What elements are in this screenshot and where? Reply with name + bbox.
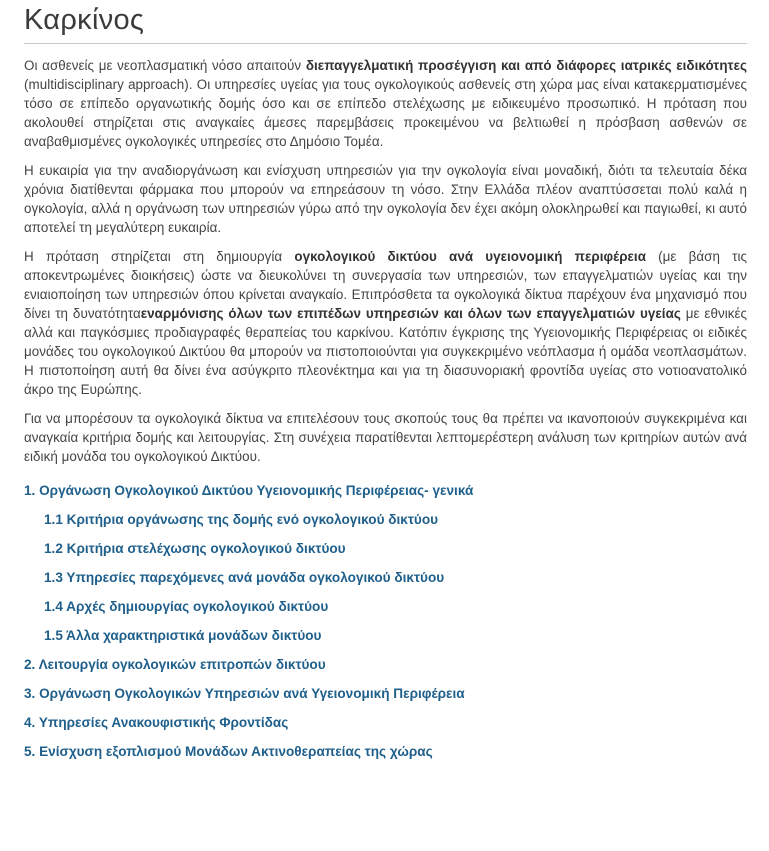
toc-subitem bbox=[24, 563, 747, 592]
text-segment: Η ευκαιρία για την αναδιοργάνωση και ενίσχυση υπηρεσιών για την ογκολογία είναι μοναδική, διότι τα τελευταία δέκα χρόνια διατίθενται φάρμακα που μπορούν να επηρεάσουν τη νόσο. Στην Ελλάδα πλέον αναπτύσσεται πολύ καλά η ογκολογία, αλλά η οργάνωση των υπηρεσιών γύρω από την ογκολογία δεν έχει ακόμη ολοκληρωθεί και παγιωθεί, κι αυτό αποτελεί τη μεγαλύτερη ευκαιρία. bbox=[24, 163, 747, 235]
paragraph bbox=[24, 247, 747, 399]
toc-subitem bbox=[24, 621, 747, 650]
paragraph bbox=[24, 161, 747, 237]
toc-link[interactable]: 5. Ενίσχυση εξοπλισμού Μονάδων Ακτινοθεραπείας της χώρας bbox=[24, 744, 433, 759]
toc-link[interactable]: 1.3 Υπηρεσίες παρεχόμενες ανά μονάδα ογκολογικού δικτύου bbox=[44, 570, 445, 585]
toc-link[interactable]: 1.4 Αρχές δημιουργίας ογκολογικού δικτύου bbox=[44, 599, 329, 614]
text-segment: με εθνικές αλλά και παγκόσμιες προδιαγραφές θεραπείας του καρκίνου. Κατόπιν έγκρισης της Υγειονομικής Περιφέρειας οι ειδικές μονάδες του ογκολογικού Δικτύου θα μπορούν να πιστοποιούνται για συγκεκριμένο νεόπλασμα ή ομάδα νεοπλασμάτων. Η πιστοποίηση αυτή θα δίνει ένα ασύγκριτο πλεονέκτημα και για τη διασυνοριακή φροντίδα υγείας στο νοτιοανατολικό άκρο της Ευρώπης. bbox=[24, 306, 747, 397]
text-segment: Οι ασθενείς με νεοπλασματική νόσο απαιτούν bbox=[24, 58, 306, 73]
toc-link[interactable]: 3. Οργάνωση Ογκολογικών Υπηρεσιών ανά Υγειονομική Περιφέρεια bbox=[24, 686, 465, 701]
toc-subitem bbox=[24, 534, 747, 563]
bold-text: διεπαγγελματική προσέγγιση και από διάφορες ιατρικές ειδικότητες bbox=[305, 58, 748, 73]
article-body bbox=[24, 56, 747, 466]
page-title: Καρκίνος bbox=[24, 4, 145, 36]
title-divider bbox=[24, 43, 747, 44]
toc-link[interactable]: 1.5 Άλλα χαρακτηριστικά μονάδων δικτύου bbox=[44, 628, 322, 643]
toc-item bbox=[24, 679, 747, 708]
toc-item bbox=[24, 737, 747, 766]
toc-link[interactable]: 2. Λειτουργία ογκολογικών επιτροπών δικτύου bbox=[24, 657, 326, 672]
toc-link[interactable]: 1.1 Κριτήρια οργάνωσης της δομής ενό ογκολογικού δικτύου bbox=[44, 512, 439, 527]
text-segment: (με βάση τις αποκεντρωμένες διοικήσεις) ώστε να διευκολύνει τη συνεργασία των υπηρεσιών, των επαγγελματιών υγείας και την ενιαιοποίηση των υπηρεσιών όπου κρίνεται αναγκαίο. Επιπρόσθετα τα ογκολογικά δίκτυα παρέχουν ένα μηχανισμό που δίνει τη δυνατότητα bbox=[24, 249, 747, 321]
toc-item bbox=[24, 708, 747, 737]
table-of-contents bbox=[24, 476, 747, 766]
toc-link[interactable]: 1.2 Κριτήρια στελέχωσης ογκολογικού δικτύου bbox=[44, 541, 346, 556]
toc-item bbox=[24, 476, 747, 505]
toc-link[interactable]: 4. Υπηρεσίες Ανακουφιστικής Φροντίδας bbox=[24, 715, 289, 730]
text-segment: Για να μπορέσουν τα ογκολογικά δίκτυα να επιτελέσουν τους σκοπούς τους θα πρέπει να ικανοποιούν συγκεκριμένα και αναγκαία κριτήρια δομής και λειτουργίας. Στη συνέχεια παρατίθενται λεπτομερέστερη ανάλυση των κριτηρίων αυτών ανά ειδική μονάδα του ογκολογικού Δικτύου. bbox=[24, 411, 747, 464]
toc-subitem bbox=[24, 505, 747, 534]
toc-item bbox=[24, 650, 747, 679]
text-segment: (multidisciplinary approach). Οι υπηρεσίες υγείας για τους ογκολογικούς ασθενείς στη χώρα μας είναι κατακερματισμένες τόσο σε επίπεδο οργανωτικής δομής όσο και σε επίπεδο στελέχωσης με ειδικευμένο προσωπικό. Η πρόταση που ακολουθεί στηρίζεται στις αναγκαίες άμεσες παρεμβάσεις προκειμένου να βελτιωθεί η πρόσβαση ασθενών σε αναβαθμισμένες ογκολογικές υπηρεσίες στο Δημόσιο Τομέα. bbox=[24, 77, 747, 149]
bold-text: ογκολογικού δικτύου ανά υγειονομική περιφέρεια bbox=[294, 249, 646, 264]
toc-link[interactable]: 1. Οργάνωση Ογκολογικού Δικτύου Υγειονομικής Περιφέρειας- γενικά bbox=[24, 483, 474, 498]
bold-text: εναρμόνισης όλων των επιπέδων υπηρεσιών και όλων των επαγγελματιών υγείας bbox=[140, 306, 681, 321]
toc-subitem bbox=[24, 592, 747, 621]
text-segment: Η πρόταση στηρίζεται στη δημιουργία bbox=[24, 249, 295, 264]
paragraph bbox=[24, 409, 747, 466]
paragraph bbox=[24, 56, 747, 151]
title-block bbox=[24, 0, 747, 36]
